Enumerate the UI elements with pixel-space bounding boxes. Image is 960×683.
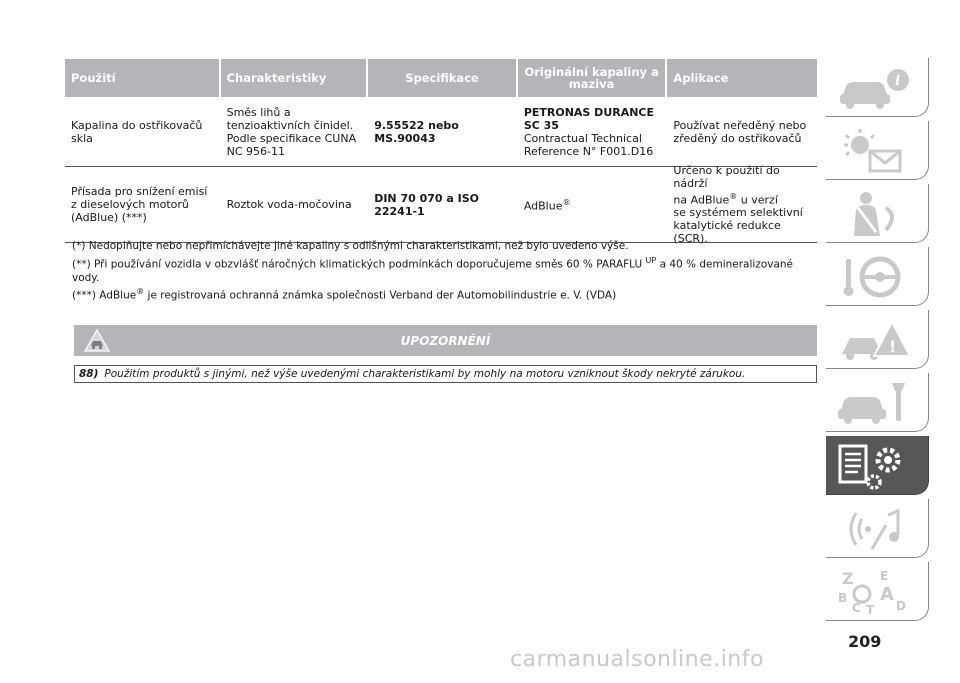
tab-safety[interactable] <box>826 184 929 243</box>
accident-warning-icon <box>836 316 916 364</box>
header-original-fluids: Originální kapaliny a maziva <box>518 59 666 97</box>
cell-specification: 9.55522 nebo MS.90043 <box>374 118 459 145</box>
svg-text:E: E <box>880 569 889 583</box>
seatbelt-airbag-icon <box>836 190 916 238</box>
cell-application: Používat neředěný nebo zředěný do ostřikovačů <box>673 118 807 145</box>
watermark: carmanualsonline.info <box>510 647 764 672</box>
chapter-sidebar <box>826 58 929 625</box>
cell-specification: DIN 70 070 a ISO 22241-1 <box>374 191 480 218</box>
steering-key-icon <box>836 253 916 301</box>
tab-index[interactable] <box>826 562 929 621</box>
tab-getting-to-know[interactable] <box>826 58 929 117</box>
svg-text:!: ! <box>889 337 897 356</box>
cell-original-fluid <box>518 97 666 166</box>
svg-text:T: T <box>866 603 875 616</box>
footnote-3: (***) AdBlue® je registrovaná ochranná známka společnosti Verband der Automobilindustrie e. V. (VDA) <box>72 287 617 302</box>
header-characteristics: Charakteristiky <box>221 59 367 97</box>
warning-lights-icon <box>836 127 916 175</box>
warning-text: Použitím produktů s jinými, než výše uvedenými charakteristikami by mohly na motoru vzniknout škody nekryté zárukou. <box>104 368 746 380</box>
alphabetical-index-icon <box>836 568 916 616</box>
header-application: Aplikace <box>667 59 817 97</box>
fluid-product-name: PETRONAS DURANCE SC 35 <box>523 105 655 132</box>
footnotes <box>72 240 812 303</box>
table-header <box>65 59 817 97</box>
warning-title: UPOZORNĚNÍ <box>400 333 491 348</box>
svg-text:i: i <box>895 73 901 89</box>
cell-use: Přísada pro snížení emisí z dieselových motorů (AdBlue) (***) <box>71 185 208 224</box>
cell-use: Kapalina do ostřikovačů skla <box>71 118 203 145</box>
fluid-reference: Contractual Technical Reference N° F001.D16 <box>523 131 654 158</box>
svg-text:D: D <box>896 599 906 613</box>
car-service-icon <box>836 379 916 427</box>
tab-maintenance[interactable] <box>826 373 929 432</box>
footnote-2: (**) Při používání vozidla v obzvlášť náročných klimatických podmínkách doporučujeme směs 60 % PARAFLU $^{UP}$ a 40 % demineralizované <box>72 255 794 270</box>
footnote-2-cont: vody. <box>72 271 100 284</box>
tab-multimedia[interactable] <box>826 499 929 558</box>
tab-technical-data[interactable] <box>826 436 929 495</box>
warning-header <box>74 325 817 356</box>
cell-characteristics: Roztok voda-močovina <box>226 198 352 211</box>
tab-warning-lights[interactable] <box>826 121 929 180</box>
warning-text-box <box>74 365 817 383</box>
multimedia-icon <box>836 505 916 553</box>
footnote-1: (*) Nedoplňujte nebo nepřimíchávejte jiné kapaliny s odlišnými charakteristikami, než bylo uvedeno výše. <box>72 240 629 252</box>
header-use: Použití <box>65 59 219 97</box>
warning-number: 88) <box>79 368 99 380</box>
tab-emergency[interactable] <box>826 310 929 369</box>
svg-text:A: A <box>880 584 894 605</box>
svg-text:B: B <box>838 591 848 605</box>
page-number: 209 <box>848 632 882 651</box>
cell-original-fluid: AdBlue® <box>523 198 571 213</box>
table-row <box>65 97 817 167</box>
svg-text:Z: Z <box>842 569 854 588</box>
svg-text:C: C <box>852 601 861 615</box>
tab-starting-driving[interactable] <box>826 247 929 306</box>
header-specification: Specifikace <box>368 59 516 97</box>
cell-application: Určeno k použití do nádrží na AdBlue® u verzí se systémem selektivní katalytické redukce (SCR). <box>673 163 803 246</box>
cell-characteristics: Směs lihů a tenzioaktivních činidel. Podle specifikace CUNA NC 956-11 <box>226 105 357 158</box>
car-info-icon <box>836 64 916 112</box>
specs-gear-icon <box>836 442 916 490</box>
